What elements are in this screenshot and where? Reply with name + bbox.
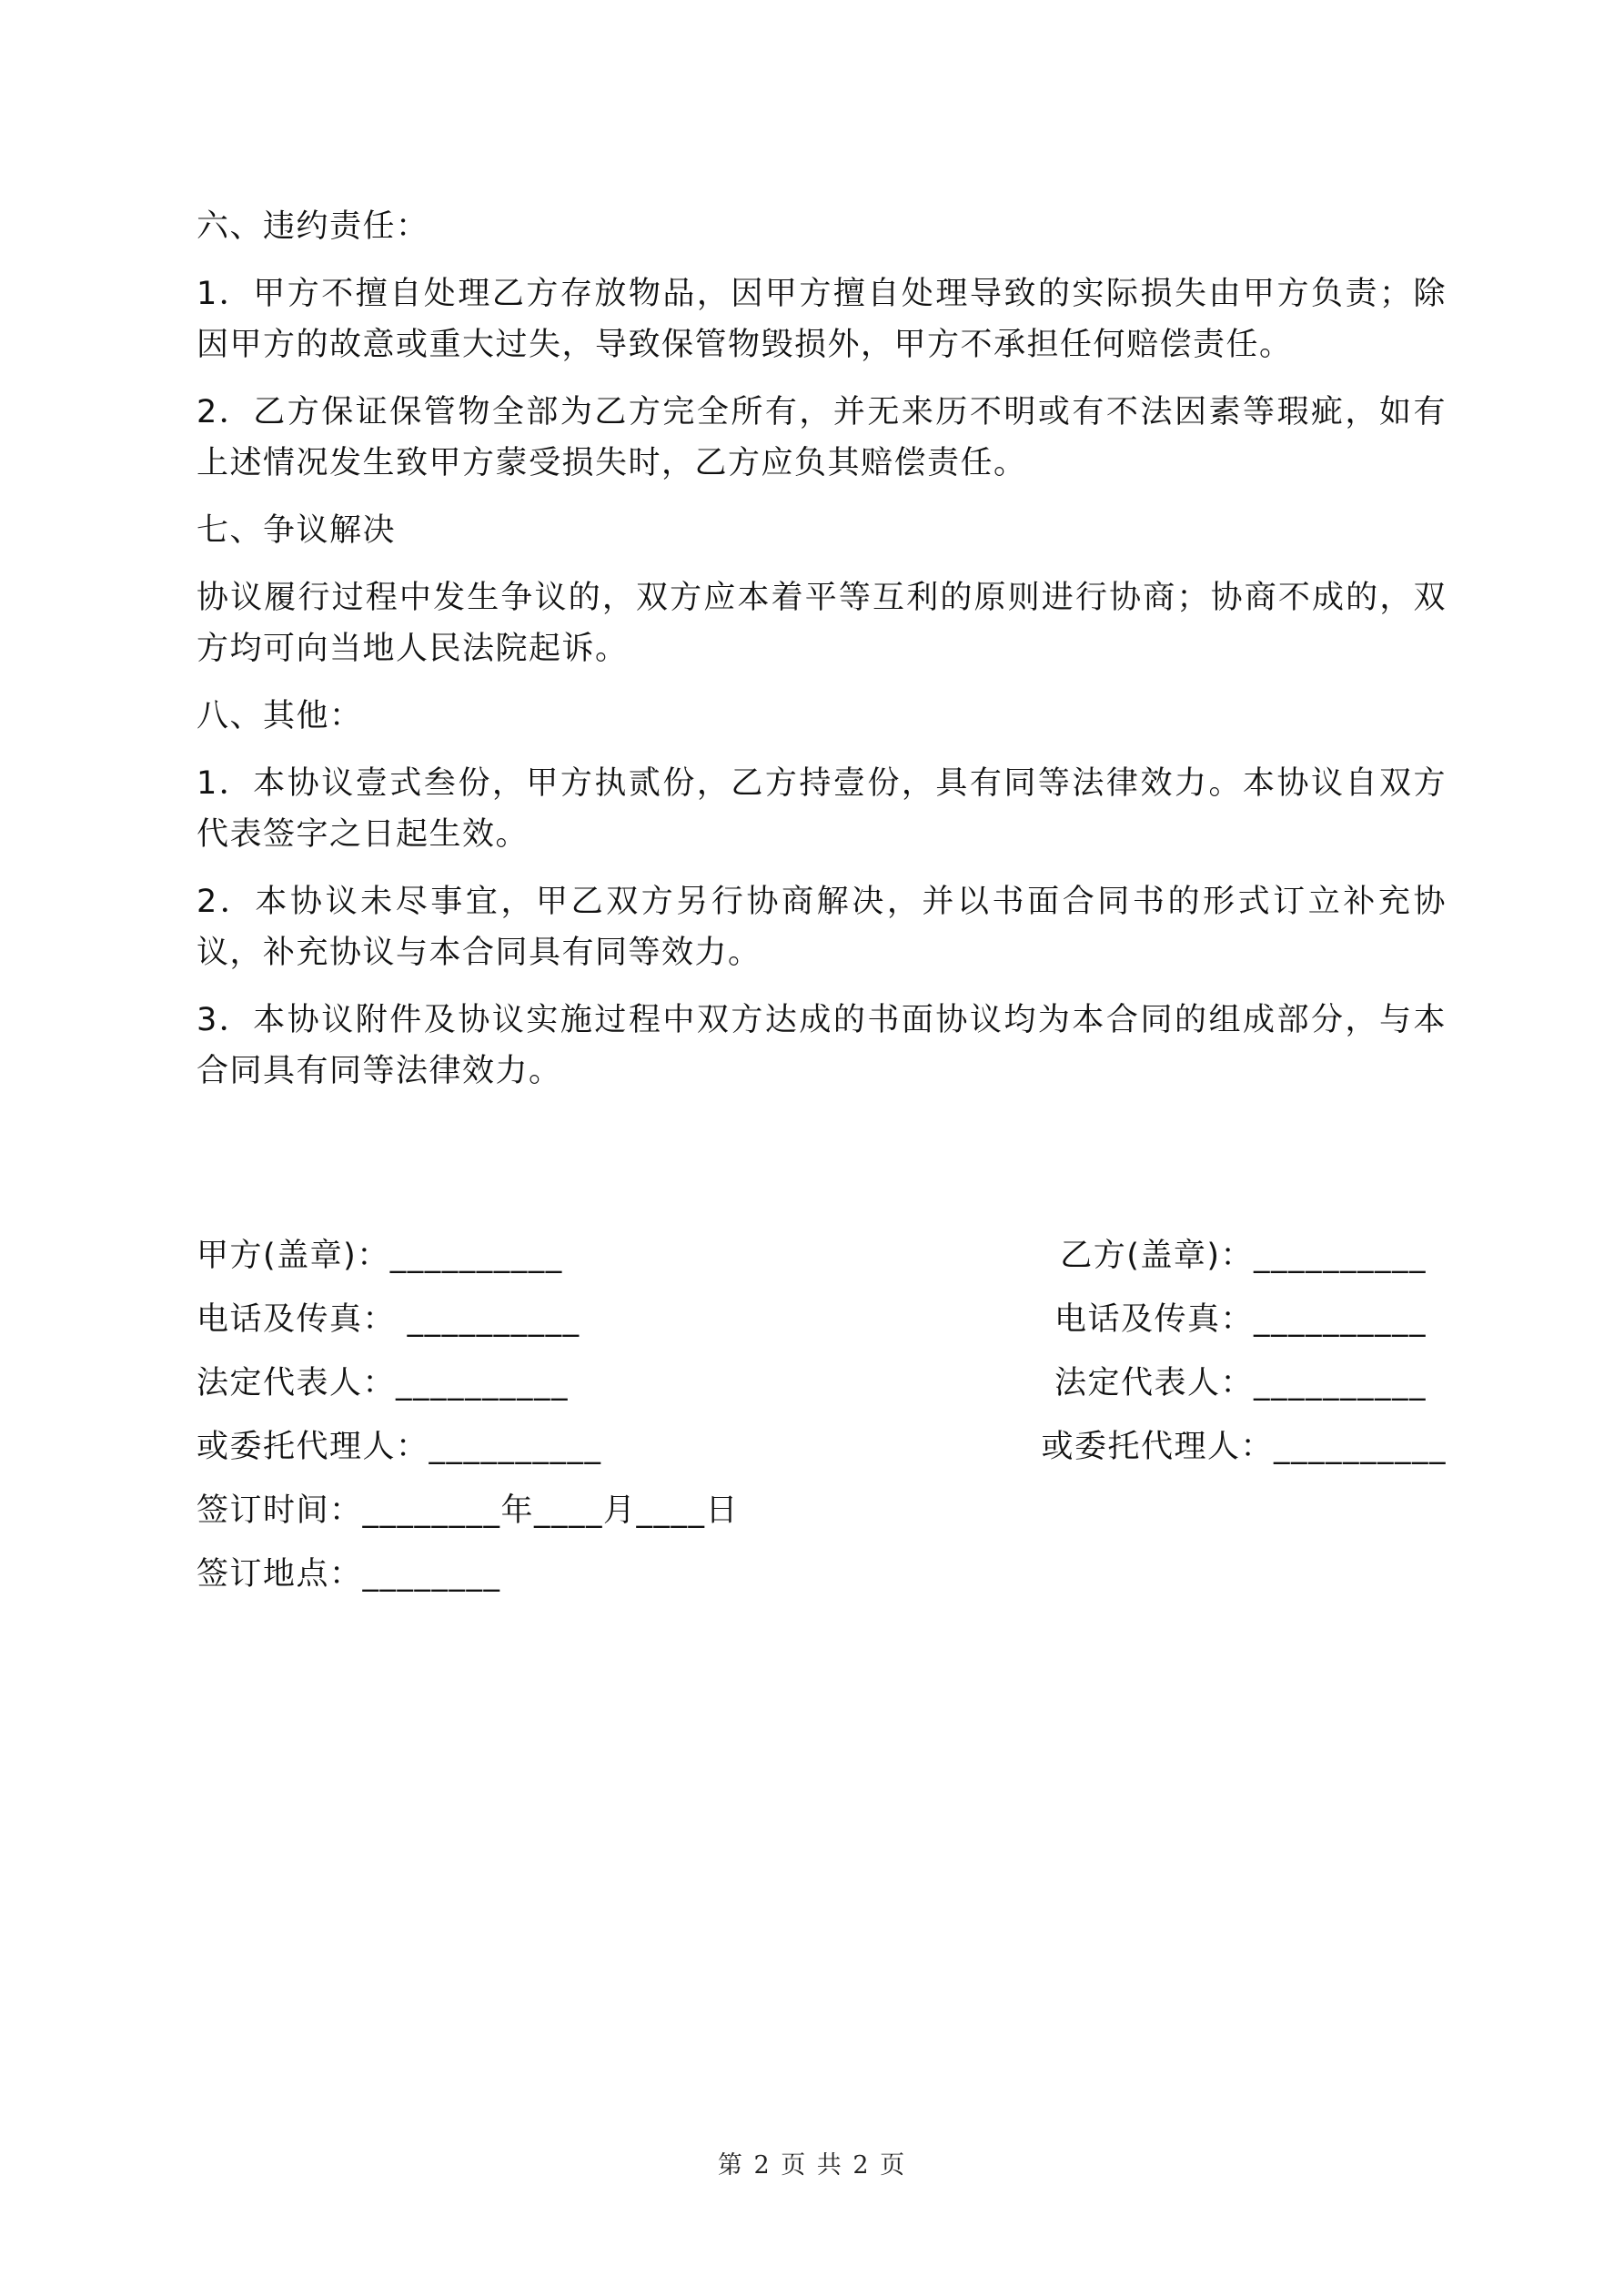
party-b-representative-field: 法定代表人：__________ xyxy=(1054,1365,1427,1401)
signature-row-phone xyxy=(197,1294,1447,1358)
sign-place-field: 签订地点：________ xyxy=(197,1556,501,1593)
other-clause-1: 1．本协议壹式叁份，甲方执贰份，乙方持壹份，具有同等法律效力。本协议自双方代表签字之日起生效。 xyxy=(197,765,1447,853)
party-b-seal-field: 乙方(盖章)：__________ xyxy=(1060,1238,1427,1274)
party-a-representative-field: 法定代表人：__________ xyxy=(197,1365,570,1401)
signature-block xyxy=(197,1230,1447,1613)
signature-row-place xyxy=(197,1549,1447,1613)
breach-clause-1: 1．甲方不擅自处理乙方存放物品，因甲方擅自处理导致的实际损失由甲方负责；除因甲方的故意或重大过失，导致保管物毁损外，甲方不承担任何赔偿责任。 xyxy=(197,276,1447,363)
party-a-agent-field: 或委托代理人：__________ xyxy=(197,1429,602,1465)
other-clause-2: 2．本协议未尽事宜，甲乙双方另行协商解决，并以书面合同书的形式订立补充协议，补充协议与本合同具有同等效力。 xyxy=(197,884,1447,971)
dispute-clause: 协议履行过程中发生争议的，双方应本着平等互利的原则进行协商；协商不成的，双方均可向当地人民法院起诉。 xyxy=(197,580,1447,667)
section-heading-breach: 六、违约责任： xyxy=(197,208,429,245)
party-a-seal-field: 甲方(盖章)：__________ xyxy=(197,1238,563,1274)
sign-date-field: 签订时间：________年____月____日 xyxy=(197,1492,740,1529)
signature-row-seal xyxy=(197,1230,1447,1294)
other-clause-3: 3．本协议附件及协议实施过程中双方达成的书面协议均为本合同的组成部分，与本合同具有同等法律效力。 xyxy=(197,1002,1447,1089)
party-b-agent-field: 或委托代理人：__________ xyxy=(1041,1429,1447,1465)
page-number-footer: 第 2 页 共 2 页 xyxy=(717,2151,907,2180)
section-heading-dispute: 七、争议解决 xyxy=(197,512,397,549)
signature-row-date xyxy=(197,1485,1447,1549)
section-heading-other: 八、其他： xyxy=(197,698,363,734)
party-a-phone-field: 电话及传真： __________ xyxy=(197,1301,580,1338)
signature-row-agent xyxy=(197,1421,1447,1485)
breach-clause-2: 2．乙方保证保管物全部为乙方完全所有，并无来历不明或有不法因素等瑕疵，如有上述情况发生致甲方蒙受损失时，乙方应负其赔偿责任。 xyxy=(197,394,1447,481)
party-b-phone-field: 电话及传真：__________ xyxy=(1054,1301,1427,1338)
contract-body xyxy=(197,201,1447,1113)
signature-row-representative xyxy=(197,1358,1447,1421)
